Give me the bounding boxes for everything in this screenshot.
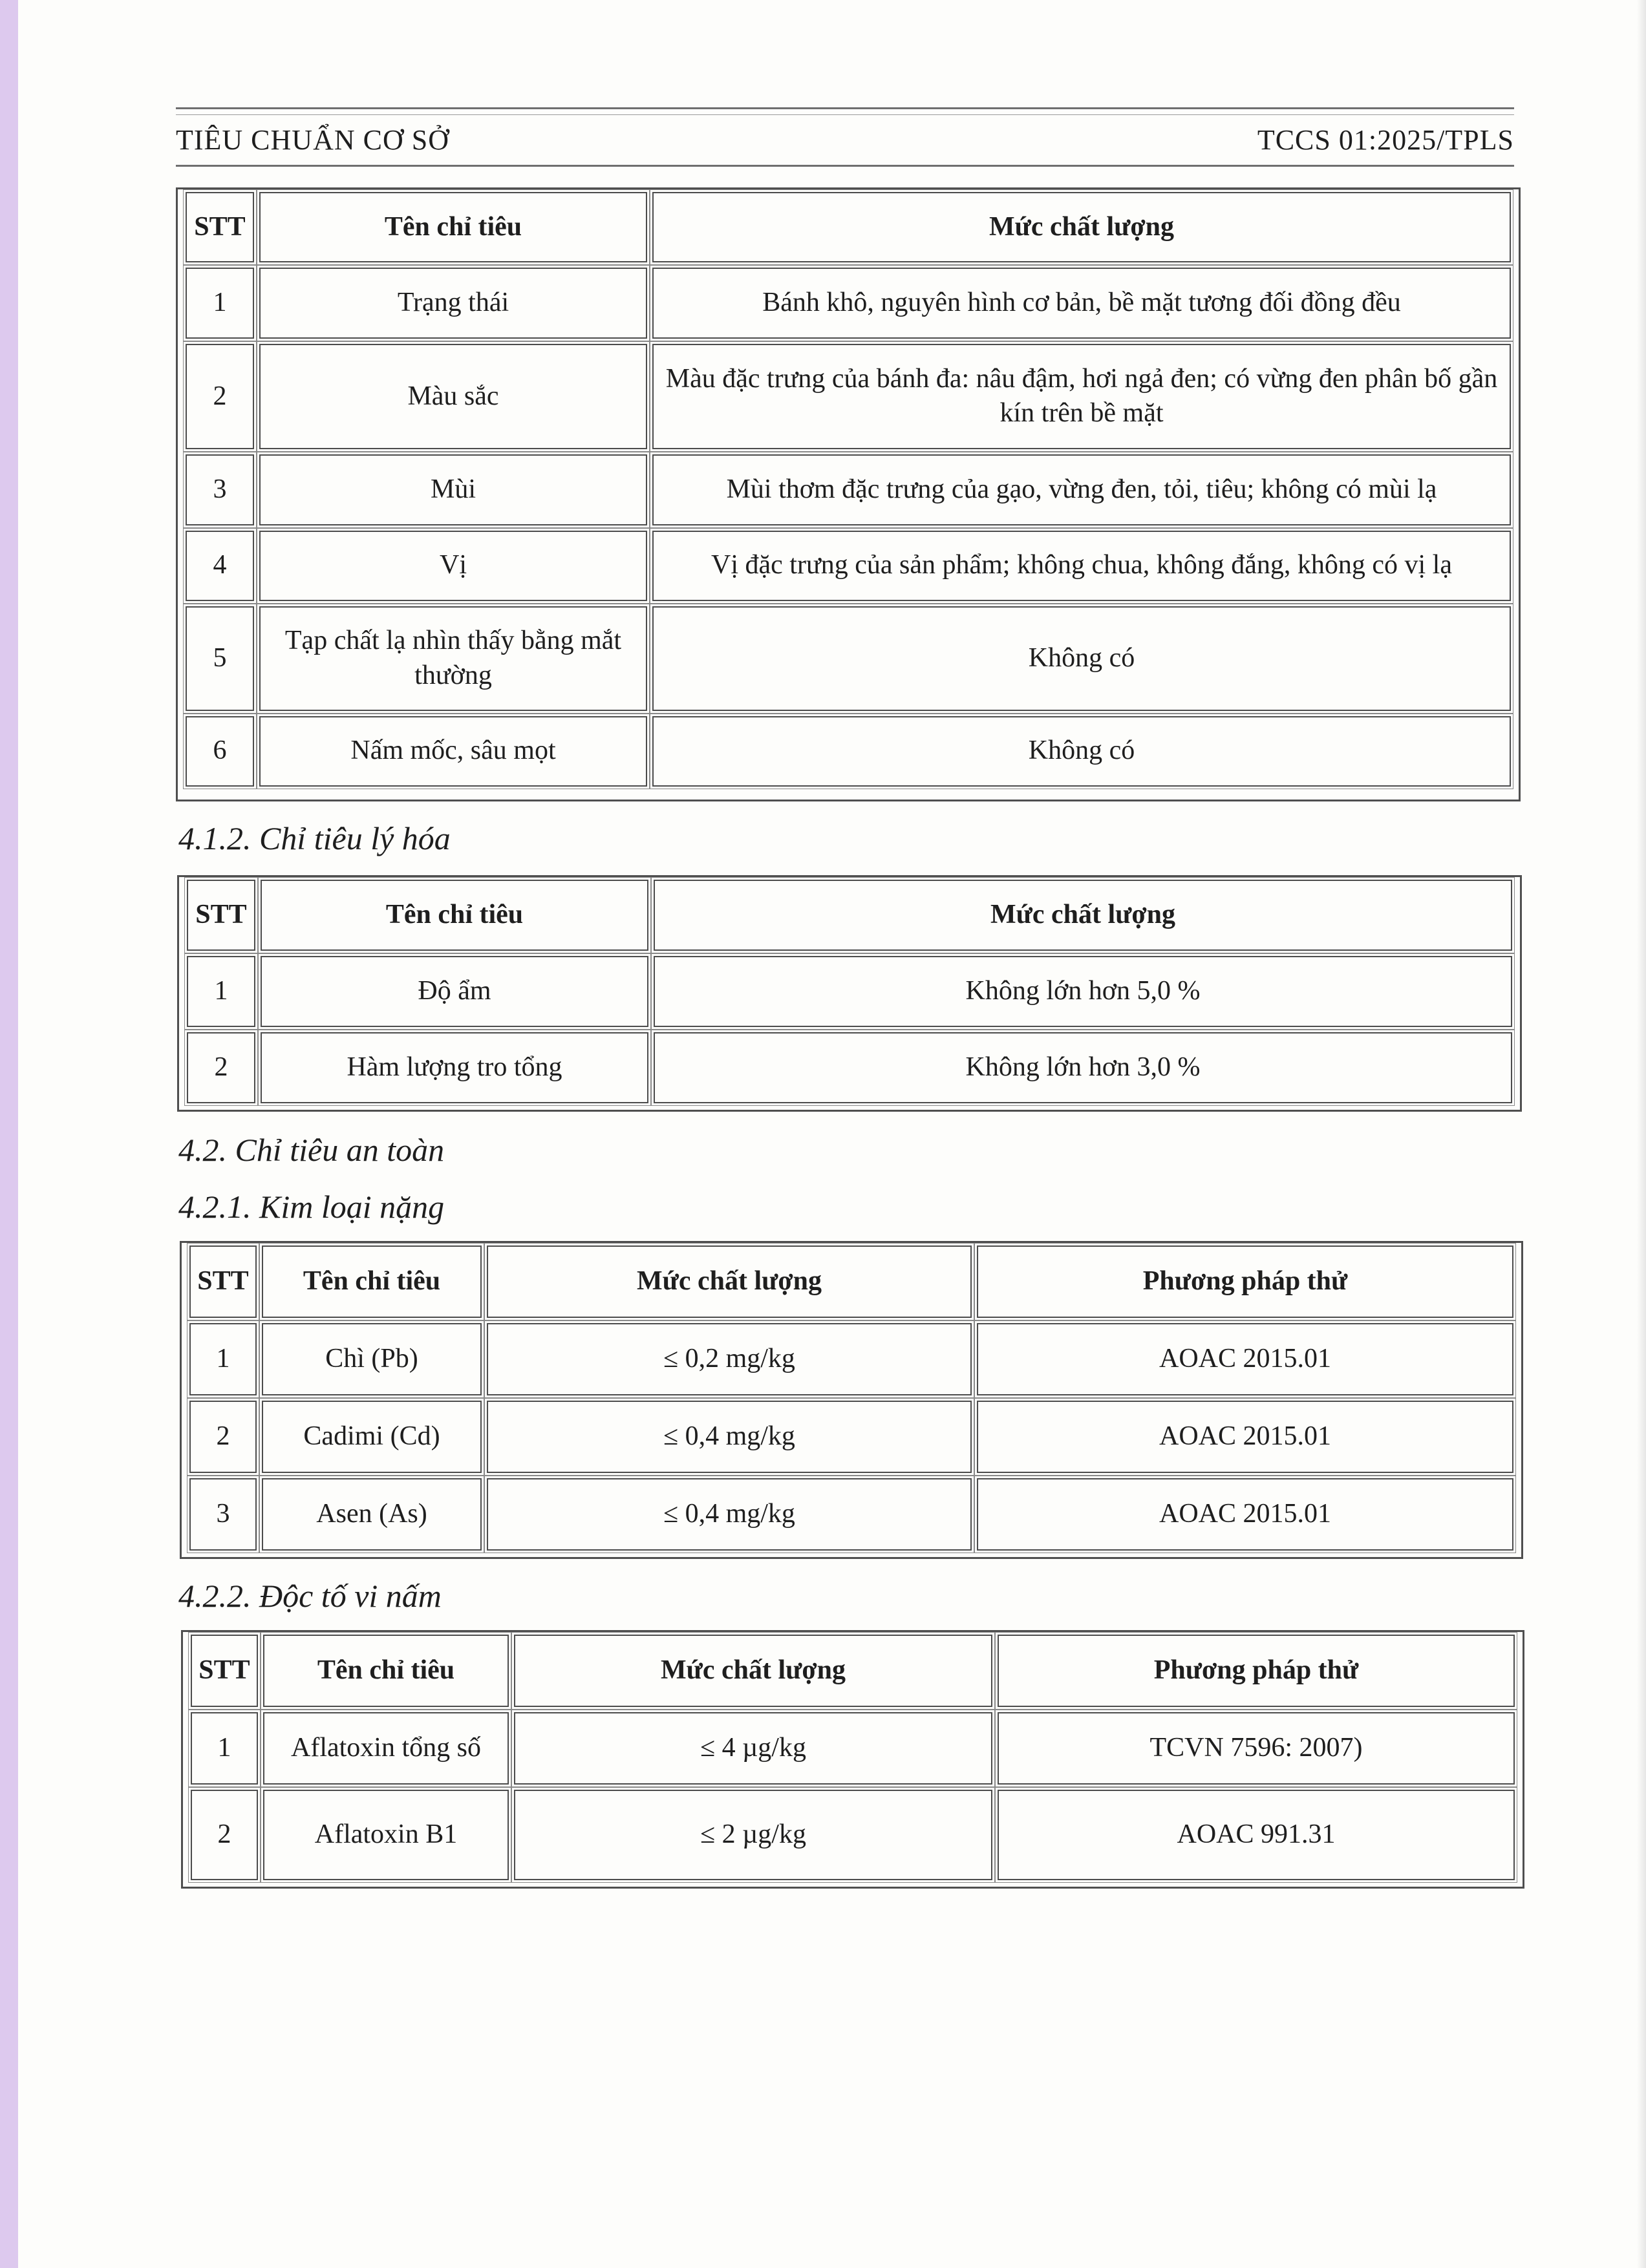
cell-quality: Vị đặc trưng của sản phẩm; không chua, không đắng, không có vị lạ: [652, 531, 1511, 601]
table-row: [189, 1401, 1513, 1473]
column-header-stt: STT: [189, 1245, 257, 1318]
table-row: [186, 716, 1511, 787]
cell-quality: ≤ 0,4 mg/kg: [487, 1401, 972, 1473]
cell-stt: 5: [186, 606, 254, 711]
cell-stt: 1: [187, 956, 255, 1027]
column-header-criterion: Tên chỉ tiêu: [262, 1245, 482, 1318]
column-header-quality: Mức chất lượng: [487, 1245, 972, 1318]
cell-quality: ≤ 0,2 mg/kg: [487, 1323, 972, 1395]
page-header: [176, 107, 1514, 167]
cell-quality: ≤ 2 µg/kg: [514, 1790, 992, 1880]
column-header-quality: Mức chất lượng: [514, 1635, 992, 1707]
cell-test-method: AOAC 2015.01: [977, 1478, 1513, 1551]
cell-test-method: AOAC 2015.01: [977, 1401, 1513, 1473]
column-header-quality: Mức chất lượng: [652, 192, 1511, 262]
cell-criterion: Chì (Pb): [262, 1323, 482, 1395]
table-row: [186, 344, 1511, 450]
cell-quality: Bánh khô, nguyên hình cơ bản, bề mặt tương đối đồng đều: [652, 268, 1511, 338]
cell-quality: Màu đặc trưng của bánh đa: nâu đậm, hơi ngả đen; có vừng đen phân bố gần kín trên bề mặt: [652, 344, 1511, 450]
cell-quality: ≤ 4 µg/kg: [514, 1712, 992, 1785]
cell-criterion: Tạp chất lạ nhìn thấy bằng mắt thường: [259, 606, 647, 711]
column-header-criterion: Tên chỉ tiêu: [259, 192, 647, 262]
heavy-metals-table: [180, 1241, 1523, 1559]
section-heading-physicochemical: 4.1.2. Chỉ tiêu lý hóa: [178, 820, 451, 856]
column-header-test-method: Phương pháp thử: [998, 1635, 1515, 1707]
header-standard-code: TCCS 01:2025/TPLS: [1257, 124, 1514, 156]
table-row: [189, 1323, 1513, 1395]
cell-criterion: Aflatoxin B1: [263, 1790, 509, 1880]
cell-criterion: Vị: [259, 531, 647, 601]
cell-test-method: TCVN 7596: 2007): [998, 1712, 1515, 1785]
cell-criterion: Hàm lượng tro tổng: [261, 1032, 648, 1103]
table-header-row: [189, 1245, 1513, 1318]
header-standard-type: TIÊU CHUẨN CƠ SỞ: [176, 124, 449, 156]
cell-quality: Mùi thơm đặc trưng của gạo, vừng đen, tỏi, tiêu; không có mùi lạ: [652, 454, 1511, 525]
column-header-quality: Mức chất lượng: [654, 880, 1512, 951]
cell-quality: Không lớn hơn 5,0 %: [654, 956, 1512, 1027]
column-header-stt: STT: [187, 880, 255, 951]
section-heading-safety: 4.2. Chỉ tiêu an toàn: [178, 1132, 445, 1168]
table-row: [187, 1032, 1512, 1103]
column-header-stt: STT: [191, 1635, 258, 1707]
table-row: [191, 1790, 1515, 1880]
cell-criterion: Nấm mốc, sâu mọt: [259, 716, 647, 787]
section-heading-heavy-metals: 4.2.1. Kim loại nặng: [178, 1189, 445, 1225]
table-row: [191, 1712, 1515, 1785]
cell-criterion: Trạng thái: [259, 268, 647, 338]
cell-criterion: Cadimi (Cd): [262, 1401, 482, 1473]
table-row: [186, 454, 1511, 525]
cell-stt: 2: [186, 344, 254, 450]
column-header-criterion: Tên chỉ tiêu: [263, 1635, 509, 1707]
table-row: [186, 531, 1511, 601]
cell-stt: 1: [191, 1712, 258, 1785]
cell-stt: 3: [186, 454, 254, 525]
cell-stt: 2: [189, 1401, 257, 1473]
cell-criterion: Màu sắc: [259, 344, 647, 450]
cell-test-method: AOAC 2015.01: [977, 1323, 1513, 1395]
mycotoxins-table: [181, 1630, 1524, 1889]
table-header-row: [191, 1635, 1515, 1707]
cell-criterion: Asen (As): [262, 1478, 482, 1551]
scan-margin-strip: [0, 0, 18, 2268]
column-header-stt: STT: [186, 192, 254, 262]
table-header-row: [187, 880, 1512, 951]
table-row: [187, 956, 1512, 1027]
cell-stt: 6: [186, 716, 254, 787]
cell-stt: 1: [186, 268, 254, 338]
table-row: [189, 1478, 1513, 1551]
cell-test-method: AOAC 991.31: [998, 1790, 1515, 1880]
cell-stt: 1: [189, 1323, 257, 1395]
column-header-criterion: Tên chỉ tiêu: [261, 880, 648, 951]
column-header-test-method: Phương pháp thử: [977, 1245, 1513, 1318]
cell-stt: 2: [187, 1032, 255, 1103]
cell-criterion: Aflatoxin tổng số: [263, 1712, 509, 1785]
cell-stt: 2: [191, 1790, 258, 1880]
cell-criterion: Độ ẩm: [261, 956, 648, 1027]
header-rule: [176, 114, 1514, 115]
cell-criterion: Mùi: [259, 454, 647, 525]
sensory-criteria-table: [176, 187, 1521, 801]
table-header-row: [186, 192, 1511, 262]
section-heading-mycotoxins: 4.2.2. Độc tố vi nấm: [178, 1578, 442, 1614]
table-row: [186, 606, 1511, 711]
table-row: [186, 268, 1511, 338]
cell-stt: 4: [186, 531, 254, 601]
cell-stt: 3: [189, 1478, 257, 1551]
physicochemical-table: [177, 875, 1522, 1112]
cell-quality: ≤ 0,4 mg/kg: [487, 1478, 972, 1551]
scan-edge-shadow: [1637, 0, 1646, 2268]
cell-quality: Không có: [652, 716, 1511, 787]
cell-quality: Không lớn hơn 3,0 %: [654, 1032, 1512, 1103]
cell-quality: Không có: [652, 606, 1511, 711]
